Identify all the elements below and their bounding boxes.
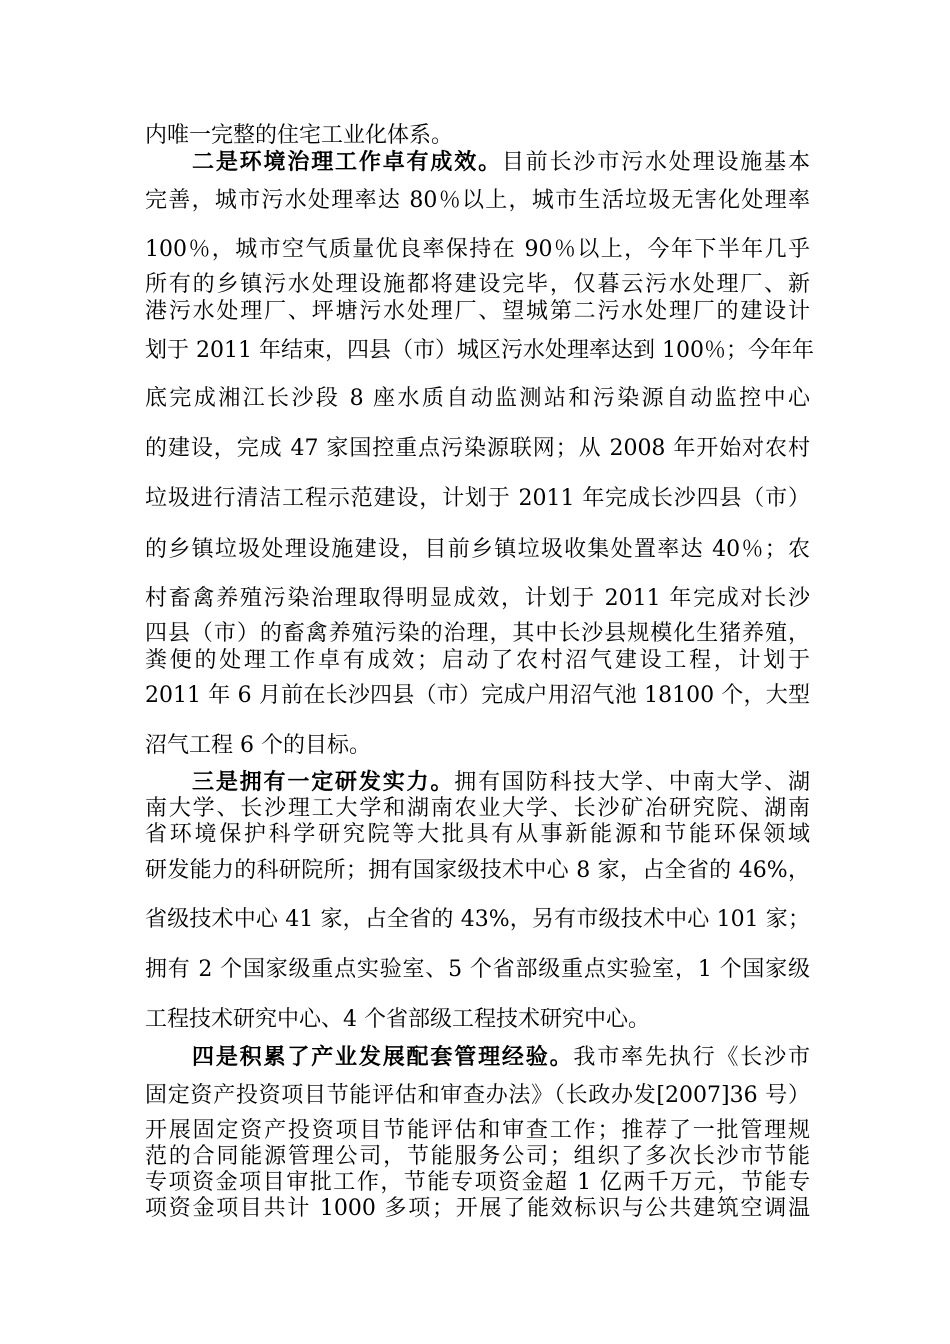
paragraph-4-first-line (192, 1043, 810, 1072)
text-line: 范的合同能源管理公司，节能服务公司；组织了多次长沙市节能 (145, 1144, 810, 1169)
paragraph-2-first-line (192, 148, 810, 177)
text-line: 我市率先执行《长沙市 (573, 1045, 810, 1070)
text-line: 底完成湘江长沙段 8 座水质自动监测站和污染源自动监控中心 (145, 386, 810, 411)
text-line: 拥有国防科技大学、中南大学、湖 (454, 770, 810, 795)
text-line: 专项资金项目审批工作，节能专项资金超 1 亿两千万元，节能专 (145, 1170, 810, 1195)
text-line: 四县（市）的畜禽养殖污染的治理，其中长沙县规模化生猪养殖， (145, 621, 810, 646)
text-line: 所有的乡镇污水处理设施都将建设完毕，仅暮云污水处理厂、新 (145, 272, 810, 297)
text-line: 南大学、长沙理工大学和湖南农业大学、长沙矿冶研究院、湖南 (145, 796, 810, 821)
text-line: 的乡镇垃圾处理设施建设，目前乡镇垃圾收集处置率达 40％；农 (145, 537, 810, 562)
paragraph-3-first-line (192, 768, 810, 797)
text-line: 拥有 2 个国家级重点实验室、5 个省部级重点实验室，1 个国家级 (145, 957, 810, 982)
text-line: 的建设，完成 47 家国控重点污染源联网；从 2008 年开始对农村 (145, 436, 810, 461)
text-line: 研发能力的科研院所；拥有国家级技术中心 8 家，占全省的 46%， (145, 858, 810, 883)
paragraph-heading: 二是环境治理工作卓有成效。 (192, 149, 502, 175)
text-line: 村畜禽养殖污染治理取得明显成效，计划于 2011 年完成对长沙 (145, 586, 810, 611)
text-line: 项资金项目共计 1000 多项；开展了能效标识与公共建筑空调温 (145, 1196, 810, 1221)
text-line: 粪便的处理工作卓有成效；启动了农村沼气建设工程，计划于 (145, 648, 810, 673)
text-line: 省级技术中心 41 家，占全省的 43%，另有市级技术中心 101 家； (145, 907, 810, 932)
paragraph-heading: 三是拥有一定研发实力。 (192, 769, 455, 795)
text-line: 沼气工程 6 个的目标。 (145, 733, 371, 758)
text-line: 目前长沙市污水处理设施基本 (501, 150, 810, 175)
text-line: 垃圾进行清洁工程示范建设，计划于 2011 年完成长沙四县（市） (145, 486, 810, 511)
text-line: 港污水处理厂、坪塘污水处理厂、望城第二污水处理厂的建设计 (145, 299, 810, 324)
paragraph-heading: 四是积累了产业发展配套管理经验。 (192, 1044, 574, 1070)
text-line: 内唯一完整的住宅工业化体系。 (145, 123, 454, 148)
text-line: 工程技术研究中心、4 个省部级工程技术研究中心。 (145, 1007, 650, 1032)
text-line: 2011 年 6 月前在长沙四县（市）完成户用沼气池 18100 个，大型 (145, 683, 810, 708)
text-line: 划于 2011 年结束，四县（市）城区污水处理率达到 100％；今年年 (145, 338, 814, 363)
text-line: 固定资产投资项目节能评估和审查办法》（长政办发[2007]36 号） (145, 1083, 810, 1108)
text-line: 省环境保护科学研究院等大批具有从事新能源和节能环保领域 (145, 822, 810, 847)
text-line: 开展固定资产投资项目节能评估和审查工作；推荐了一批管理规 (145, 1118, 810, 1143)
text-line: 完善，城市污水处理率达 80％以上，城市生活垃圾无害化处理率 (145, 188, 810, 213)
text-line: 100％，城市空气质量优良率保持在 90％以上，今年下半年几乎 (145, 237, 810, 262)
